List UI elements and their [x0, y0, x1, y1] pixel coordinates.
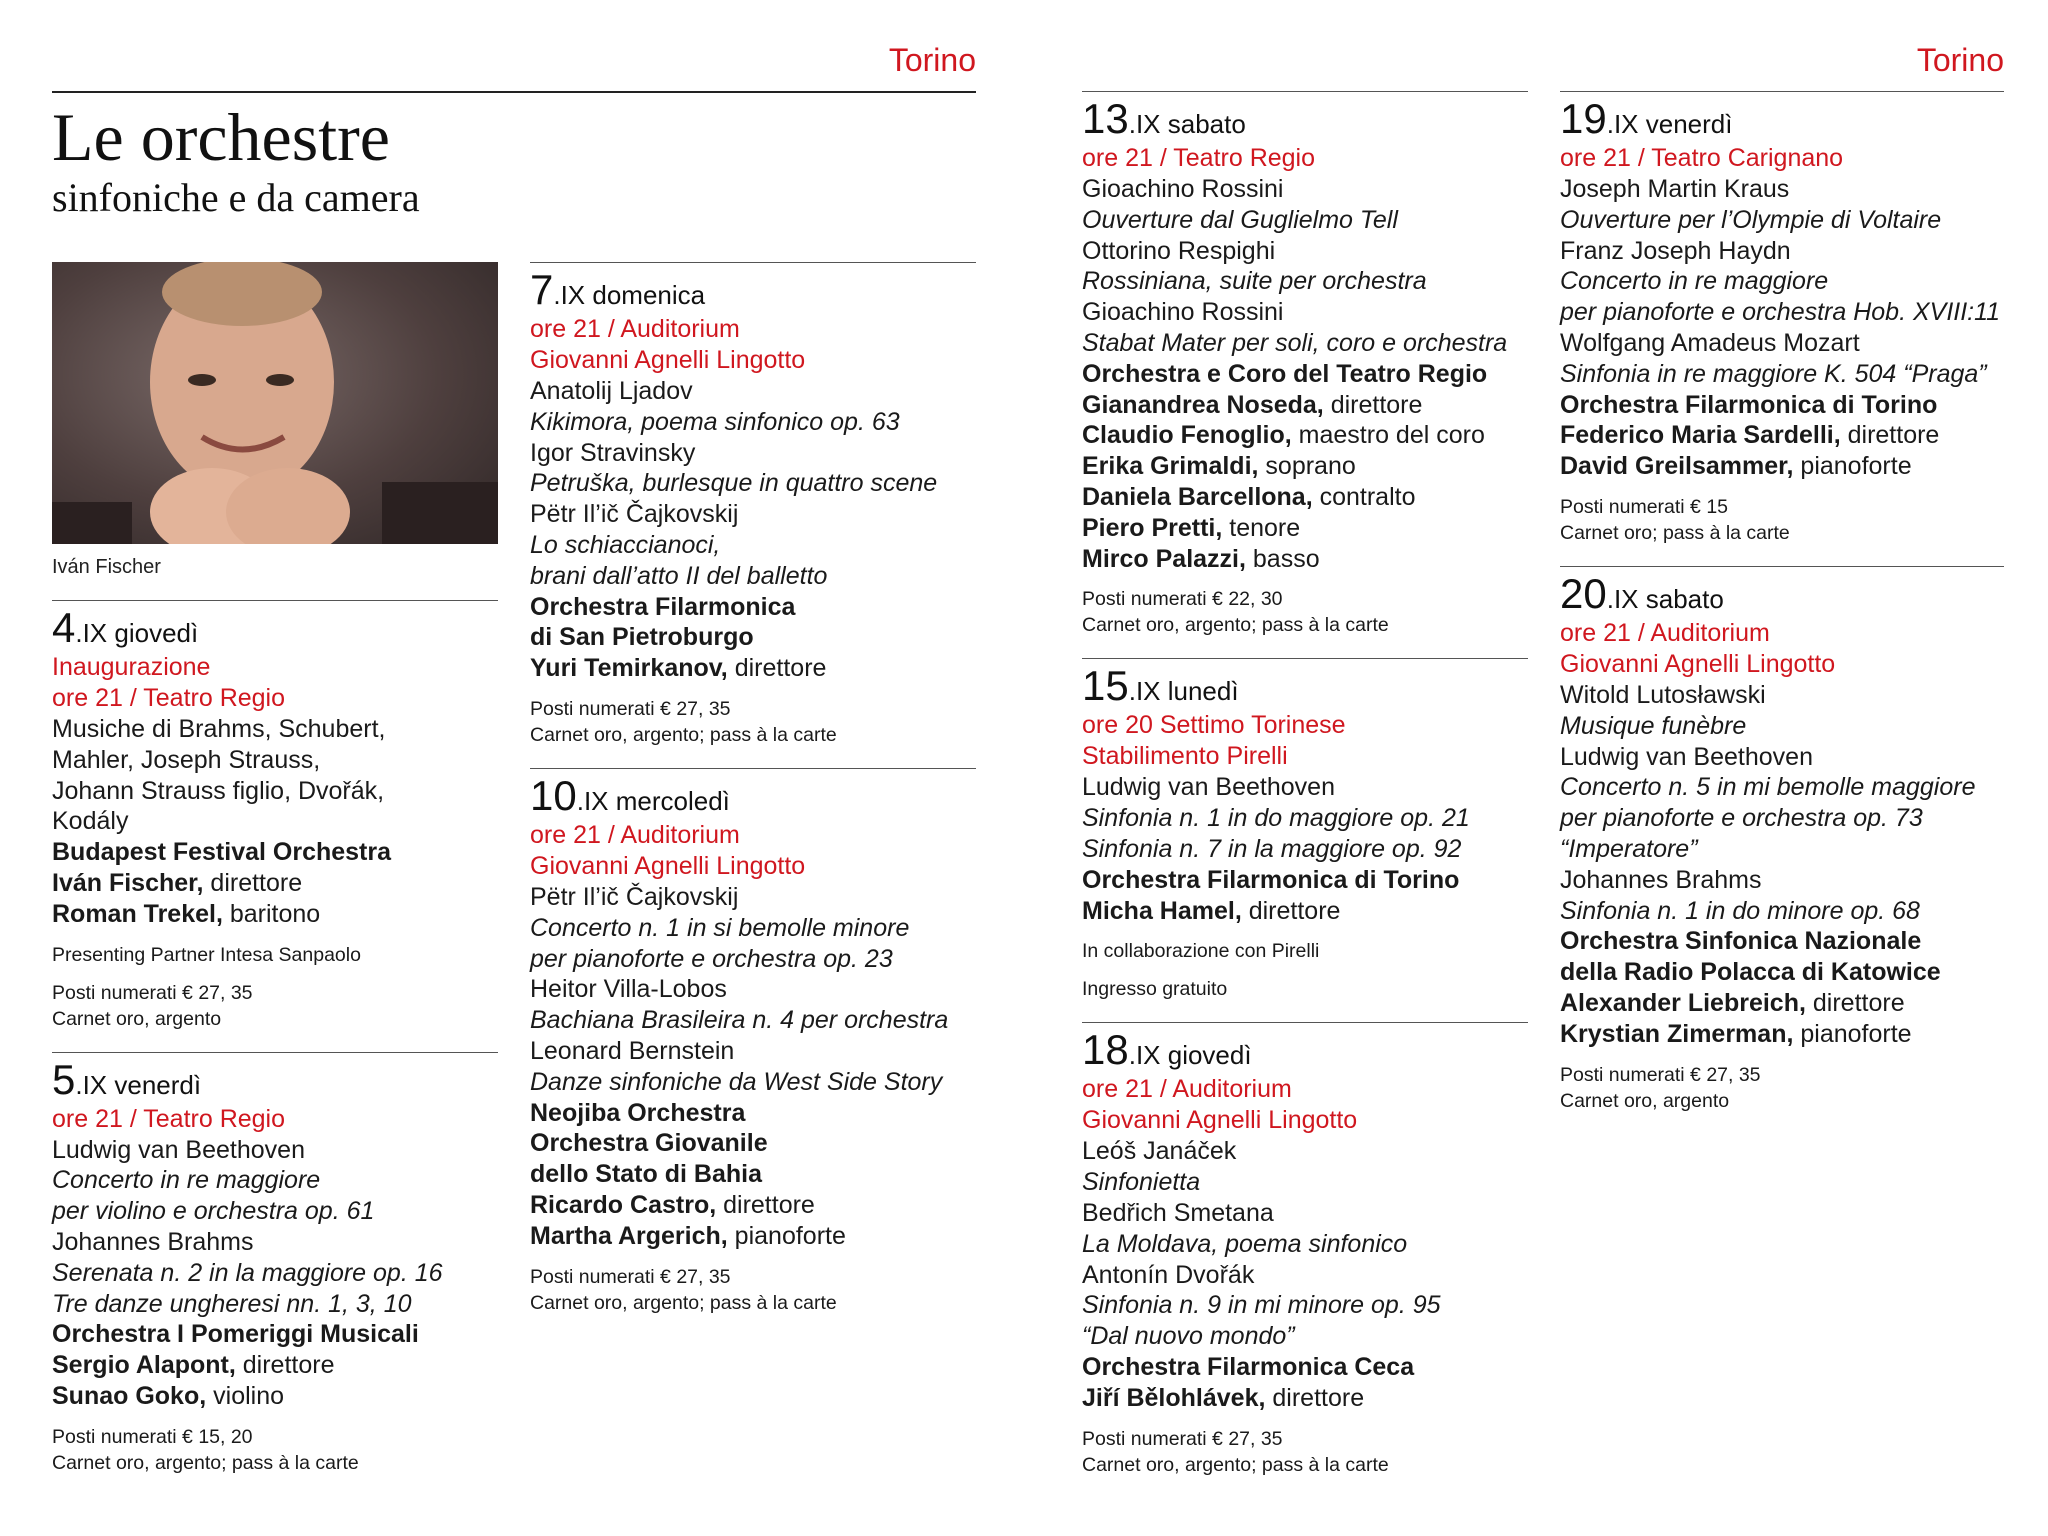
work-title-text: per pianoforte e orchestra op. 73	[1560, 804, 1923, 833]
program-line-composer	[530, 376, 976, 407]
composer-text: Mahler, Joseph Strauss,	[52, 745, 321, 774]
performer-text: di San Pietroburgo	[530, 623, 754, 652]
event-date	[1082, 662, 1528, 710]
performer-text: Neojiba Orchestra	[530, 1098, 746, 1127]
program-line-performer	[530, 592, 976, 623]
composer-text: Musiche di Brahms, Schubert,	[52, 715, 386, 743]
event-day: 13	[1082, 95, 1129, 142]
program-line-composer	[1560, 680, 2004, 711]
program-line-performer	[1082, 513, 1528, 544]
program-line-performer	[530, 622, 976, 653]
spacer	[530, 1252, 976, 1264]
ticket-note: Carnet oro, argento; pass à la carte	[52, 1451, 359, 1474]
program-line-composer	[52, 776, 498, 807]
page-title	[52, 98, 420, 220]
performer-text: Sunao Goko,	[52, 1381, 207, 1410]
event-venue: ore 21 / Auditorium	[530, 820, 740, 849]
event-venue: ore 21 / Teatro Regio	[52, 1104, 286, 1133]
event-date	[52, 1055, 498, 1104]
work-title-text: Concerto n. 1 in si bemolle minore	[530, 913, 910, 942]
event-date	[1082, 1026, 1528, 1074]
performer-text: Iván Fischer,	[52, 868, 204, 897]
performer-text: Gianandrea Noseda,	[1082, 390, 1324, 419]
performer-text: Piero Pretti,	[1082, 513, 1223, 542]
column-3	[1082, 91, 1528, 1498]
performer-role: basso	[1245, 544, 1320, 573]
event-weekday: .IX giovedì	[75, 618, 199, 648]
column-1	[52, 600, 498, 1496]
work-title-text: La Moldava, poema sinfonico	[1082, 1229, 1408, 1258]
event-day: 4	[52, 604, 76, 651]
program-line-work-title	[1560, 834, 2004, 865]
program-line-composer	[1082, 236, 1528, 267]
work-title-text: Tre danze ungheresi nn. 1, 3, 10	[52, 1289, 412, 1318]
composer-text: Pëtr Il’ič Čajkovskij	[530, 882, 739, 911]
program-line-work-title	[1082, 834, 1528, 865]
column-2	[530, 262, 976, 1336]
event-venue: ore 21 / Teatro Regio	[52, 684, 286, 712]
program-line-work-title	[52, 1258, 498, 1289]
spacer	[1082, 574, 1528, 586]
event-venue: Giovanni Agnelli Lingotto	[1560, 649, 1836, 678]
ticket-note: Posti numerati € 27, 35	[1082, 1427, 1283, 1450]
top-rule-left	[52, 91, 976, 93]
program-line-composer	[1082, 772, 1528, 803]
program-line-work-title	[1560, 359, 2004, 390]
program-line-work-title	[1560, 803, 2004, 834]
performer-role: direttore	[203, 868, 303, 897]
composer-text: Pëtr Il’ič Čajkovskij	[530, 500, 739, 529]
spacer	[1082, 964, 1528, 976]
program-line-composer	[1082, 1198, 1528, 1229]
ticket-note: Posti numerati € 27, 35	[52, 981, 253, 1004]
performer-text: Orchestra Filarmonica di Torino	[1082, 865, 1460, 894]
work-title-text: Ouverture per l’Olympie di Voltaire	[1560, 205, 1942, 234]
ticket-note: Posti numerati € 22, 30	[1082, 588, 1283, 611]
program-line-performer	[530, 1128, 976, 1159]
program-line-work-title	[52, 1165, 498, 1196]
composer-text: Ludwig van Beethoven	[1560, 742, 1813, 771]
performer-text: Martha Argerich,	[530, 1221, 728, 1250]
program-line-performer	[1082, 482, 1528, 513]
performer-text: Orchestra e Coro del Teatro Regio	[1082, 359, 1488, 388]
program-line-composer	[52, 806, 498, 837]
work-title-text: Sinfonia n. 9 in mi minore op. 95	[1082, 1291, 1441, 1320]
event-venue: ore 21 / Auditorium	[1560, 618, 1770, 647]
program-line-work-title	[530, 468, 976, 499]
program-line-work-title	[530, 913, 976, 944]
program-line-work-title	[530, 530, 976, 561]
program-line-performer	[52, 868, 498, 899]
work-title-text: brani dall’atto II del balletto	[530, 561, 828, 590]
ticket-note: Posti numerati € 15, 20	[52, 1425, 253, 1448]
program-line-performer	[1560, 390, 2004, 421]
event-day: 5	[52, 1055, 76, 1103]
program-line-performer	[1560, 926, 2004, 957]
program-line-performer	[52, 837, 498, 868]
composer-text: Ottorino Respighi	[1082, 236, 1276, 265]
composer-text: Igor Stravinsky	[530, 438, 696, 467]
performer-role: soprano	[1258, 452, 1356, 481]
performer-text: Ricardo Castro,	[530, 1190, 717, 1219]
event-day: 15	[1082, 662, 1129, 710]
event-block	[52, 1052, 498, 1476]
performer-role: contralto	[1312, 482, 1416, 511]
performer-text: Daniela Barcellona,	[1082, 482, 1313, 511]
work-title-text: Ouverture dal Guglielmo Tell	[1082, 205, 1398, 234]
ticket-note: Carnet oro, argento; pass à la carte	[530, 723, 837, 746]
work-title-text: Rossiniana, suite per orchestra	[1082, 267, 1427, 296]
event-weekday: .IX giovedì	[1128, 1040, 1252, 1071]
event-day: 10	[530, 771, 577, 819]
program-line-work-title	[530, 561, 976, 592]
work-title-text: Serenata n. 2 in la maggiore op. 16	[52, 1258, 443, 1287]
program-line-work-title	[1082, 205, 1528, 236]
ticket-note: In collaborazione con Pirelli	[1082, 940, 1320, 963]
composer-text: Gioachino Rossini	[1082, 175, 1284, 203]
event-date	[530, 266, 976, 314]
composer-text: Joseph Martin Kraus	[1560, 175, 1790, 203]
event-block	[1082, 658, 1528, 1002]
program-line-performer	[52, 1319, 498, 1350]
program-line-composer	[1560, 174, 2004, 205]
composer-text: Anatolij Ljadov	[530, 377, 693, 405]
program-line-work-title	[1082, 1321, 1528, 1352]
program-line-performer	[1560, 451, 2004, 482]
program-line-composer	[1082, 1136, 1528, 1167]
performer-text: Micha Hamel,	[1082, 896, 1242, 925]
performer-text: della Radio Polacca di Katowice	[1560, 958, 1941, 987]
program-line-performer	[530, 1098, 976, 1129]
spacer	[52, 1412, 498, 1424]
performer-role: direttore	[1840, 421, 1940, 450]
event-day: 20	[1560, 569, 1607, 617]
program-line-composer	[530, 499, 976, 530]
event-date	[1560, 95, 2004, 143]
program-line-performer	[1082, 390, 1528, 421]
work-title-text: Concerto in re maggiore	[52, 1166, 321, 1195]
work-title-text: Lo schiaccianoci,	[530, 530, 721, 559]
performer-role: baritono	[222, 899, 321, 928]
program-line-composer	[530, 438, 976, 469]
performer-text: Budapest Festival Orchestra	[52, 838, 392, 867]
performer-text: Alexander Liebreich,	[1560, 988, 1806, 1017]
program-line-performer	[1560, 988, 2004, 1019]
ticket-note: Posti numerati € 27, 35	[530, 697, 731, 720]
event-venue: ore 20 Settimo Torinese	[1082, 711, 1346, 740]
program-line-composer	[1082, 1260, 1528, 1291]
event-block	[530, 262, 976, 748]
program-line-work-title	[1082, 1229, 1528, 1260]
program-line-work-title	[1560, 266, 2004, 297]
program-line-performer	[530, 1159, 976, 1190]
ticket-note: Presenting Partner Intesa Sanpaolo	[52, 943, 361, 966]
program-line-performer	[1560, 957, 2004, 988]
performer-role: violino	[206, 1381, 285, 1410]
program-line-performer	[1082, 544, 1528, 575]
event-day: 19	[1560, 95, 1607, 142]
program-line-performer	[52, 1350, 498, 1381]
work-title-text: Kikimora, poema sinfonico op. 63	[530, 407, 900, 436]
performer-text: Orchestra I Pomeriggi Musicali	[52, 1320, 419, 1349]
program-line-composer	[1560, 236, 2004, 267]
conductor-photo	[52, 262, 498, 544]
performer-text: Mirco Palazzi,	[1082, 544, 1246, 573]
event-block	[52, 600, 498, 1032]
program-line-composer	[1082, 174, 1528, 205]
composer-text: Leóš Janáček	[1082, 1137, 1237, 1166]
program-line-composer	[1560, 328, 2004, 359]
performer-role: direttore	[727, 654, 827, 683]
spacer	[1560, 482, 2004, 494]
spacer	[1082, 926, 1528, 938]
program-line-work-title	[530, 1005, 976, 1036]
work-title-text: Musique funèbre	[1560, 711, 1747, 740]
composer-text: Johann Strauss figlio, Dvořák,	[52, 776, 385, 805]
program-line-performer	[52, 1381, 498, 1412]
event-weekday: .IX mercoledì	[576, 785, 730, 816]
program-line-composer	[1560, 865, 2004, 896]
program-line-performer	[1082, 1383, 1528, 1414]
program-line-performer	[530, 1221, 976, 1252]
performer-role: direttore	[1241, 896, 1341, 925]
title-main: Le orchestre	[52, 99, 390, 175]
program-line-composer	[52, 745, 498, 776]
program-line-work-title	[530, 407, 976, 438]
composer-text: Leonard Bernstein	[530, 1036, 735, 1065]
composer-text: Heitor Villa-Lobos	[530, 975, 727, 1004]
event-date	[530, 771, 976, 820]
city-label-right: Torino	[1916, 42, 2004, 78]
performer-text: Orchestra Filarmonica Ceca	[1082, 1352, 1415, 1381]
program-line-work-title	[1082, 1290, 1528, 1321]
work-title-text: Sinfonia in re maggiore K. 504 “Praga”	[1560, 359, 1987, 388]
event-weekday: .IX sabato	[1128, 109, 1246, 139]
event-block	[1560, 566, 2004, 1114]
program-line-composer	[1082, 297, 1528, 328]
performer-text: Roman Trekel,	[52, 899, 223, 928]
performer-role: direttore	[1323, 390, 1423, 419]
photo-caption: Iván Fischer	[52, 556, 161, 578]
program-line-performer	[52, 899, 498, 930]
performer-text: Federico Maria Sardelli,	[1560, 421, 1841, 450]
spacer	[530, 684, 976, 696]
event-venue: ore 21 / Auditorium	[1082, 1075, 1292, 1104]
event-day: 18	[1082, 1026, 1129, 1074]
performer-role: tenore	[1222, 513, 1301, 542]
ticket-note: Posti numerati € 15	[1560, 495, 1729, 518]
program-line-composer	[530, 1036, 976, 1067]
program-line-composer	[52, 1135, 498, 1166]
event-weekday: .IX venerdì	[1606, 109, 1733, 139]
program-line-performer	[1082, 359, 1528, 390]
ticket-note: Carnet oro, argento; pass à la carte	[1082, 1453, 1389, 1476]
program-line-work-title	[530, 1067, 976, 1098]
event-block	[530, 768, 976, 1316]
program-line-performer	[530, 1190, 976, 1221]
composer-text: Antonín Dvořák	[1082, 1260, 1255, 1289]
performer-text: Jiří Bělohlávek,	[1082, 1383, 1266, 1412]
program-line-performer	[530, 653, 976, 684]
program-line-work-title	[52, 1196, 498, 1227]
performer-text: dello Stato di Bahia	[530, 1160, 762, 1189]
program-line-work-title	[1560, 711, 2004, 742]
event-weekday: .IX venerdì	[75, 1069, 202, 1100]
work-title-text: Bachiana Brasileira n. 4 per orchestra	[530, 1006, 949, 1035]
performer-text: Krystian Zimerman,	[1560, 1019, 1794, 1048]
ticket-note: Carnet oro, argento; pass à la carte	[1082, 614, 1389, 637]
program-line-work-title	[1082, 1167, 1528, 1198]
event-weekday: .IX lunedì	[1128, 676, 1239, 707]
program-line-performer	[1082, 865, 1528, 896]
performer-text: Orchestra Giovanile	[530, 1129, 768, 1158]
event-venue: Giovanni Agnelli Lingotto	[530, 346, 806, 374]
composer-text: Johannes Brahms	[1560, 865, 1762, 894]
program-line-work-title	[1082, 328, 1528, 359]
work-title-text: Concerto in re maggiore	[1560, 267, 1829, 296]
performer-text: Claudio Fenoglio,	[1082, 421, 1292, 450]
event-date	[1560, 569, 2004, 618]
program-line-performer	[1082, 451, 1528, 482]
ticket-note: Carnet oro, argento	[1560, 1089, 1730, 1112]
performer-text: Orchestra Sinfonica Nazionale	[1560, 927, 1922, 956]
performer-role: direttore	[1265, 1383, 1365, 1412]
work-title-text: “Dal nuovo mondo”	[1082, 1322, 1295, 1351]
work-title-text: per violino e orchestra op. 61	[52, 1197, 375, 1226]
program-line-performer	[1082, 420, 1528, 451]
composer-text: Gioachino Rossini	[1082, 298, 1284, 327]
ticket-note: Carnet oro, argento	[52, 1007, 222, 1030]
title-sub: sinfoniche e da camera	[52, 175, 420, 220]
performer-role: maestro del coro	[1291, 421, 1485, 450]
work-title-text: Danze sinfoniche da West Side Story	[530, 1067, 943, 1096]
work-title-text: “Imperatore”	[1560, 834, 1698, 863]
ticket-note: Carnet oro; pass à la carte	[1560, 521, 1790, 544]
program-line-composer	[52, 714, 498, 745]
program-line-work-title	[52, 1289, 498, 1320]
event-venue: ore 21 / Teatro Regio	[1082, 144, 1316, 172]
program-line-performer	[1082, 1352, 1528, 1383]
work-title-text: Stabat Mater per soli, coro e orchestra	[1082, 328, 1508, 357]
event-venue: Giovanni Agnelli Lingotto	[1082, 1106, 1358, 1135]
program-line-work-title	[1082, 266, 1528, 297]
program-line-work-title	[530, 944, 976, 975]
city-label-left: Torino	[888, 42, 976, 78]
composer-text: Witold Lutosławski	[1560, 680, 1766, 709]
ticket-note: Carnet oro, argento; pass à la carte	[530, 1291, 837, 1314]
event-date	[52, 604, 498, 652]
performer-role: direttore	[235, 1351, 335, 1380]
spacer	[1560, 1050, 2004, 1062]
program-line-work-title	[1560, 205, 2004, 236]
program-line-work-title	[1560, 297, 2004, 328]
work-title-text: Sinfonia n. 1 in do minore op. 68	[1560, 896, 1920, 925]
performer-text: Orchestra Filarmonica	[530, 592, 796, 621]
performer-role: direttore	[1805, 988, 1905, 1017]
composer-text: Johannes Brahms	[52, 1227, 254, 1256]
ticket-note: Ingresso gratuito	[1082, 978, 1228, 1001]
event-day: 7	[530, 266, 554, 313]
performer-text: Orchestra Filarmonica di Torino	[1560, 390, 1938, 419]
performer-text: Sergio Alapont,	[52, 1351, 236, 1380]
performer-role: pianoforte	[1793, 1019, 1912, 1048]
performer-role: pianoforte	[727, 1221, 846, 1250]
event-weekday: .IX domenica	[553, 280, 706, 310]
event-block	[1560, 91, 2004, 546]
program-line-composer	[1560, 742, 2004, 773]
work-title-text: per pianoforte e orchestra op. 23	[530, 944, 893, 973]
composer-text: Wolfgang Amadeus Mozart	[1560, 328, 1860, 357]
performer-text: David Greilsammer,	[1560, 452, 1794, 481]
program-line-composer	[530, 974, 976, 1005]
work-title-text: per pianoforte e orchestra Hob. XVIII:11	[1560, 298, 2001, 327]
event-date	[1082, 95, 1528, 143]
composer-text: Kodály	[52, 807, 129, 836]
event-venue: ore 21 / Auditorium	[530, 315, 740, 343]
column-4	[1560, 91, 2004, 1134]
work-title-text: Sinfonia n. 1 in do maggiore op. 21	[1082, 804, 1470, 833]
work-title-text: Concerto n. 5 in mi bemolle maggiore	[1560, 773, 1976, 802]
composer-text: Bedřich Smetana	[1082, 1198, 1274, 1227]
work-title-text: Sinfonietta	[1082, 1168, 1201, 1197]
spacer	[52, 968, 498, 980]
program-line-work-title	[1560, 896, 2004, 927]
program-line-composer	[530, 882, 976, 913]
event-venue: Giovanni Agnelli Lingotto	[530, 851, 806, 880]
program-line-performer	[1560, 420, 2004, 451]
composer-text: Franz Joseph Haydn	[1560, 236, 1791, 265]
event-venue: Stabilimento Pirelli	[1082, 742, 1288, 771]
composer-text: Ludwig van Beethoven	[52, 1135, 305, 1164]
spacer	[52, 930, 498, 942]
program-line-work-title	[1560, 772, 2004, 803]
program-line-performer	[1560, 1019, 2004, 1050]
performer-role: pianoforte	[1793, 452, 1912, 481]
event-block	[1082, 1022, 1528, 1477]
program-line-performer	[1082, 896, 1528, 927]
event-weekday: .IX sabato	[1606, 583, 1724, 614]
ticket-note: Posti numerati € 27, 35	[530, 1265, 731, 1288]
event-block	[1082, 91, 1528, 638]
performer-text: Yuri Temirkanov,	[530, 654, 728, 683]
program-line-work-title	[1082, 803, 1528, 834]
performer-text: Erika Grimaldi,	[1082, 452, 1259, 481]
ticket-note: Posti numerati € 27, 35	[1560, 1063, 1761, 1086]
performer-role: direttore	[716, 1190, 815, 1219]
work-title-text: Petruška, burlesque in quattro scene	[530, 469, 938, 498]
work-title-text: Sinfonia n. 7 in la maggiore op. 92	[1082, 834, 1462, 863]
spacer	[1082, 1414, 1528, 1426]
composer-text: Ludwig van Beethoven	[1082, 773, 1335, 802]
event-venue: Inaugurazione	[52, 653, 211, 681]
program-line-composer	[52, 1227, 498, 1258]
event-venue: ore 21 / Teatro Carignano	[1560, 144, 1844, 172]
